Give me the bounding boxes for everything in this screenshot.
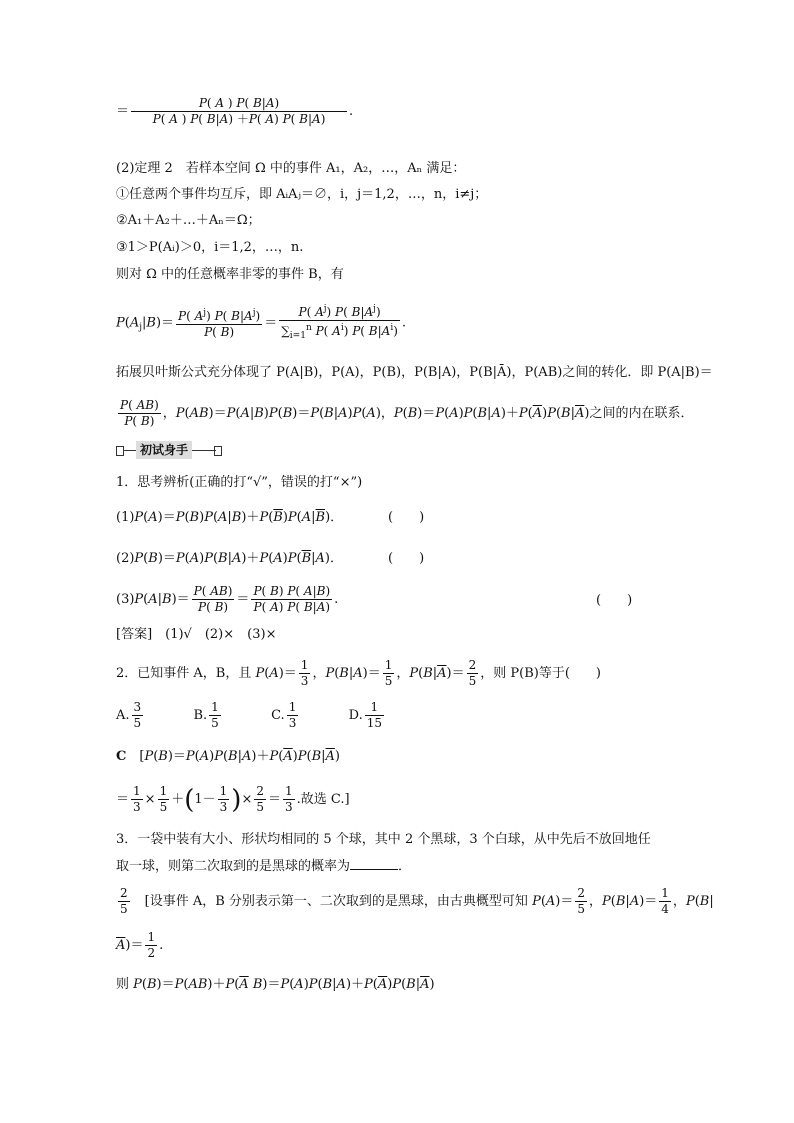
theorem-intro: (2)定理 2 若样本空间 Ω 中的事件 A₁，A₂，…，Aₙ 满足： xyxy=(116,161,466,176)
general-bayes-formula: $P(A_j|B)=$ $\frac{P( A^j) P( B|A^j)}{P( B)}$ ＝ $\frac{P( A^j) P( B|A^j)}{\sum_{i=1}^n P( A^i) P( B|A^i)}$ . xyxy=(116,304,407,341)
bayes-formula-line: ＝ $\frac{P( A ) P( B|A)}{P( A ) P( B|A) +P( \overline{A}) P( B|\overline{A})}$ . xyxy=(116,96,354,126)
theorem-condition-1: ①任意两个事件均互斥，即 AᵢAⱼ＝∅，i，j＝1,2，…，n，i≠j； xyxy=(116,187,488,202)
q3-solution-text: [设事件 A，B 分别表示第一、二次取到的是黑球，由古典概型可知 xyxy=(144,894,528,909)
q1-item-2: $(2)P(B)=P(A)P(B|A)+P(A)P(\overline{B}|A)$． xyxy=(116,551,343,566)
extension-tail: 之间的内在联系． xyxy=(589,406,694,421)
theorem-conclusion-intro: 则对 Ω 中的任意概率非零的事件 B，有 xyxy=(116,267,344,282)
q2-option-d: D. $\frac{1}{15}$ xyxy=(348,700,382,730)
q1-item-3: (3)P(A|B)＝ $\frac{P( AB)}{P( B)}$ ＝ $\frac{P( B) P( A|B)}{P( A) P( B|A)}$ . xyxy=(116,584,339,614)
section-banner xyxy=(116,444,222,458)
q2-option-a: A. $\frac{3}{5}$ xyxy=(116,700,142,730)
q2-option-c: C. $\frac{1}{3}$ xyxy=(271,700,297,730)
q2-stem-suffix: ，则 P(B)等于( ) xyxy=(480,666,601,681)
q2-answer-letter: C xyxy=(116,749,127,764)
q2-solution-line-2: ＝ $\frac{1}{3}$ × $\frac{1}{5}$ ＋(1－ $\frac{1}{3}$ )× $\frac{2}{5}$ ＝ $\frac{1}{3}$ .故选 C.] xyxy=(116,784,350,815)
q3-solution-line-1: $\frac{2}{5}$ [设事件 A，B 分别表示第一、二次取到的是黑球，由古典概型可知 P(A)＝ $\frac{2}{5}$ ，P(B|A)＝ $\frac{1}{4}$ ，P(B| xyxy=(120,886,714,916)
theorem-condition-2: ②A₁＋A₂＋…＋Aₙ＝Ω； xyxy=(116,213,261,228)
q2-stem: 2．已知事件 A，B，且 P(A)＝ $\frac{1}{3}$ ，P(B|A)＝ $\frac{1}{5}$ ，$P(B|\overline{A})=$ $\frac{2}{5}$ ，则 P(B)等于( ) xyxy=(116,658,601,688)
q1-stem: 1．思考辨析(正确的打“√”，错误的打“×”) xyxy=(116,475,363,490)
q1-item-2-paren: ( ) xyxy=(388,551,425,566)
q3-solution-line-3: 则 $P(B)=P(AB)+P(\overline{A}$ $B)=P(A)P(B|A)+P(\overline{A})P(B|\overline{A})$ xyxy=(116,977,435,992)
q2-option-b: B. $\frac{1}{5}$ xyxy=(193,700,219,730)
theorem-condition-3: ③1＞P(Aᵢ)＞0，i＝1,2，…，n. xyxy=(116,240,304,255)
q2-stem-prefix: 2．已知事件 A，B，且 xyxy=(116,666,252,681)
q1-item-1: $(1)P(A)=P(B)P(A|B)+P(\overline{B})P(A|\overline{B})$． xyxy=(116,510,344,525)
q1-item-3-paren: ( ) xyxy=(596,593,633,608)
q1-item-1-paren: ( ) xyxy=(388,510,425,525)
answer-blank xyxy=(350,857,398,870)
q1-answer: [答案] (1)√ (2)× (3)× xyxy=(116,627,277,642)
q3-stem-line-1: 3．一袋中装有大小、形状均相同的 5 个球，其中 2 个黑球，3 个白球，从中先后不放回地任 xyxy=(116,832,651,847)
q2-solution-tail: 故选 C.] xyxy=(300,792,350,807)
section-title: 初试身手 xyxy=(136,441,192,459)
q2-options xyxy=(116,700,386,731)
extension-line-1: 拓展贝叶斯公式充分体现了 P(A|B)，P(A)，P(B)，P(B|A)，P(B|Ā)，P(AB)之间的转化．即 P(A|B)＝ xyxy=(116,365,713,380)
q3-solution-line-2: $\overline{A})=$ $\frac{1}{2}$ . xyxy=(116,930,164,960)
q2-solution-line-1: C [$P(B)=P(A)P(B|A)+P(\overline{A})P(B|\overline{A})$ xyxy=(116,749,340,764)
q3-stem-line-2: 取一球，则第二次取到的是黑球的概率为 ． xyxy=(116,859,412,874)
extension-line-2: $\frac{P( AB)}{P( B)}$ ，P(AB)＝P(A|B)P(B)＝P(B|A)P(A)，$P(B)=P(A)P(B|A)+P(\overline{A})P(B|\overline{A})$之间的内在联系． xyxy=(120,398,694,428)
